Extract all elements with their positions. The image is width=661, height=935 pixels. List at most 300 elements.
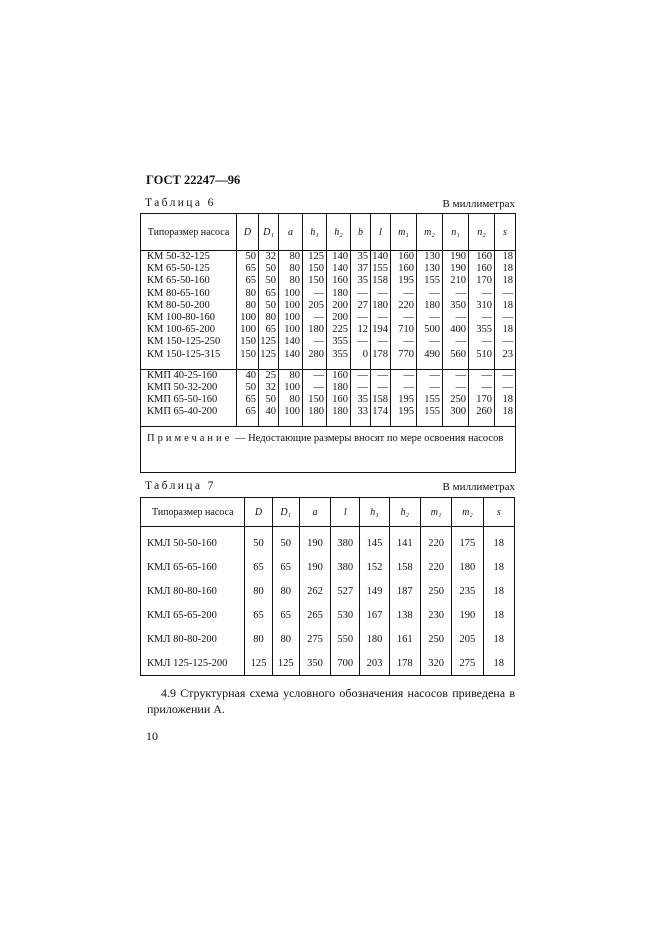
value-cell: 100 bbox=[279, 324, 303, 336]
table6-unit: В миллиметрах bbox=[442, 198, 515, 210]
value-cell: 180 bbox=[417, 300, 443, 312]
table6 bbox=[140, 213, 516, 473]
table6-header-cell: n₁ bbox=[443, 214, 469, 251]
value-cell: 50 bbox=[237, 382, 259, 394]
value-cell: 158 bbox=[389, 555, 420, 579]
value-cell: 65 bbox=[272, 603, 299, 627]
value-cell: 195 bbox=[391, 406, 417, 418]
note-text: — Недостающие размеры вносят по мере освоения насосов bbox=[232, 433, 504, 445]
value-cell: 50 bbox=[259, 263, 279, 275]
table7-header-row bbox=[141, 498, 515, 527]
value-cell: 65 bbox=[245, 555, 272, 579]
value-cell: 32 bbox=[259, 382, 279, 394]
value-cell: 50 bbox=[259, 394, 279, 406]
table-row bbox=[141, 369, 516, 382]
table7-header-cell: Типоразмер насоса bbox=[141, 498, 245, 527]
value-cell: 50 bbox=[259, 275, 279, 287]
value-cell: 180 bbox=[452, 555, 483, 579]
table7-header-cell: h₂ bbox=[389, 498, 420, 527]
value-cell: 12 bbox=[351, 324, 371, 336]
value-cell: 170 bbox=[469, 394, 495, 406]
table6-header-cell: l bbox=[371, 214, 391, 251]
spacer-cell bbox=[279, 418, 303, 427]
value-cell: 530 bbox=[331, 603, 360, 627]
value-cell: 125 bbox=[272, 651, 299, 676]
table7-header-cell: D₁ bbox=[272, 498, 299, 527]
table-row bbox=[141, 288, 516, 300]
value-cell: — bbox=[443, 336, 469, 348]
value-cell: 220 bbox=[420, 527, 451, 556]
value-cell: 140 bbox=[279, 336, 303, 348]
value-cell: 155 bbox=[417, 394, 443, 406]
value-cell: 275 bbox=[452, 651, 483, 676]
value-cell: 149 bbox=[360, 579, 389, 603]
value-cell: — bbox=[391, 382, 417, 394]
value-cell: 262 bbox=[299, 579, 330, 603]
table7-header-cell: s bbox=[483, 498, 514, 527]
table6-header-cell: s bbox=[495, 214, 516, 251]
table7 bbox=[140, 497, 515, 676]
table6-header-cell: Типоразмер насоса bbox=[141, 214, 237, 251]
value-cell: 250 bbox=[420, 627, 451, 651]
spacer-cell bbox=[391, 418, 417, 427]
pump-size-cell: КМП 65-50-160 bbox=[141, 394, 237, 406]
value-cell: 560 bbox=[443, 349, 469, 361]
value-cell: 0 bbox=[351, 349, 371, 361]
table-row bbox=[141, 651, 515, 676]
value-cell: 350 bbox=[443, 300, 469, 312]
paragraph-4-9: 4.9 Структурная схема условного обозначения насосов приведена в приложении А. bbox=[147, 686, 515, 716]
value-cell: 65 bbox=[259, 288, 279, 300]
pump-size-cell: КМ 65-50-160 bbox=[141, 275, 237, 287]
value-cell: 160 bbox=[327, 275, 351, 287]
value-cell: — bbox=[443, 312, 469, 324]
value-cell: 80 bbox=[245, 627, 272, 651]
table6-header-cell: b bbox=[351, 214, 371, 251]
pump-size-cell: КМ 80-65-160 bbox=[141, 288, 237, 300]
value-cell: — bbox=[469, 312, 495, 324]
table-row bbox=[141, 300, 516, 312]
value-cell: — bbox=[417, 288, 443, 300]
value-cell: — bbox=[391, 288, 417, 300]
value-cell: 65 bbox=[237, 394, 259, 406]
value-cell: 180 bbox=[371, 300, 391, 312]
value-cell: 160 bbox=[327, 394, 351, 406]
value-cell: 527 bbox=[331, 579, 360, 603]
value-cell: 100 bbox=[279, 288, 303, 300]
value-cell: 195 bbox=[391, 275, 417, 287]
value-cell: 490 bbox=[417, 349, 443, 361]
value-cell: 158 bbox=[371, 275, 391, 287]
value-cell: 150 bbox=[303, 394, 327, 406]
value-cell: 180 bbox=[327, 382, 351, 394]
table-row bbox=[141, 275, 516, 287]
value-cell: 37 bbox=[351, 263, 371, 275]
value-cell: — bbox=[371, 336, 391, 348]
value-cell: 203 bbox=[360, 651, 389, 676]
value-cell: 190 bbox=[299, 555, 330, 579]
value-cell: 18 bbox=[483, 627, 514, 651]
spacer-cell bbox=[303, 418, 327, 427]
value-cell: 160 bbox=[469, 251, 495, 264]
value-cell: 155 bbox=[417, 406, 443, 418]
table7-header-cell: m₂ bbox=[452, 498, 483, 527]
table6-group-km bbox=[141, 251, 516, 370]
table-row bbox=[141, 324, 516, 336]
table6-header-cell: D bbox=[237, 214, 259, 251]
value-cell: 160 bbox=[391, 251, 417, 264]
pump-size-cell: КМ 80-50-200 bbox=[141, 300, 237, 312]
value-cell: — bbox=[303, 382, 327, 394]
table6-header-cell: D₁ bbox=[259, 214, 279, 251]
value-cell: 187 bbox=[389, 579, 420, 603]
value-cell: 80 bbox=[279, 369, 303, 382]
value-cell: 161 bbox=[389, 627, 420, 651]
value-cell: 80 bbox=[279, 251, 303, 264]
value-cell: 35 bbox=[351, 394, 371, 406]
value-cell: 50 bbox=[272, 527, 299, 556]
value-cell: — bbox=[495, 382, 516, 394]
spacer-cell bbox=[279, 361, 303, 370]
value-cell: — bbox=[303, 336, 327, 348]
value-cell: 50 bbox=[259, 300, 279, 312]
spacer-cell bbox=[259, 361, 279, 370]
spacer-cell bbox=[259, 418, 279, 427]
value-cell: 710 bbox=[391, 324, 417, 336]
value-cell: 380 bbox=[331, 555, 360, 579]
value-cell: 125 bbox=[259, 349, 279, 361]
table6-caption: Таблица 6 bbox=[145, 197, 216, 209]
value-cell: — bbox=[469, 382, 495, 394]
value-cell: 65 bbox=[237, 263, 259, 275]
value-cell: 27 bbox=[351, 300, 371, 312]
value-cell: — bbox=[391, 369, 417, 382]
value-cell: 160 bbox=[391, 263, 417, 275]
table-row bbox=[141, 527, 515, 556]
value-cell: 80 bbox=[237, 288, 259, 300]
table6-header-cell: h₂ bbox=[327, 214, 351, 251]
table-row bbox=[141, 406, 516, 418]
value-cell: — bbox=[495, 336, 516, 348]
value-cell: — bbox=[303, 288, 327, 300]
value-cell: 250 bbox=[420, 579, 451, 603]
value-cell: 18 bbox=[495, 324, 516, 336]
value-cell: 40 bbox=[259, 406, 279, 418]
value-cell: 32 bbox=[259, 251, 279, 264]
value-cell: — bbox=[391, 312, 417, 324]
value-cell: 195 bbox=[391, 394, 417, 406]
value-cell: 50 bbox=[237, 251, 259, 264]
value-cell: 380 bbox=[331, 527, 360, 556]
table-row bbox=[141, 382, 516, 394]
spacer-cell bbox=[351, 418, 371, 427]
value-cell: 23 bbox=[495, 349, 516, 361]
value-cell: 194 bbox=[371, 324, 391, 336]
value-cell: 200 bbox=[327, 300, 351, 312]
value-cell: — bbox=[351, 336, 371, 348]
value-cell: 18 bbox=[495, 406, 516, 418]
pump-size-cell: КМП 50-32-200 bbox=[141, 382, 237, 394]
value-cell: 100 bbox=[237, 324, 259, 336]
value-cell: 205 bbox=[452, 627, 483, 651]
pump-size-cell: КМ 50-32-125 bbox=[141, 251, 237, 264]
value-cell: 80 bbox=[272, 627, 299, 651]
value-cell: 770 bbox=[391, 349, 417, 361]
value-cell: 25 bbox=[259, 369, 279, 382]
spacer-cell bbox=[495, 361, 516, 370]
spacer-cell bbox=[327, 361, 351, 370]
value-cell: — bbox=[417, 382, 443, 394]
value-cell: 300 bbox=[443, 406, 469, 418]
value-cell: 280 bbox=[303, 349, 327, 361]
spacer-cell bbox=[417, 361, 443, 370]
value-cell: 190 bbox=[299, 527, 330, 556]
table-row bbox=[141, 555, 515, 579]
value-cell: 158 bbox=[371, 394, 391, 406]
pump-size-cell: КМ 150-125-315 bbox=[141, 349, 237, 361]
spacer-cell bbox=[391, 361, 417, 370]
value-cell: — bbox=[371, 288, 391, 300]
value-cell: 80 bbox=[272, 579, 299, 603]
spacer-cell bbox=[443, 361, 469, 370]
value-cell: 155 bbox=[371, 263, 391, 275]
value-cell: 180 bbox=[327, 406, 351, 418]
value-cell: 65 bbox=[237, 406, 259, 418]
value-cell: 230 bbox=[420, 603, 451, 627]
value-cell: 210 bbox=[443, 275, 469, 287]
value-cell: — bbox=[391, 336, 417, 348]
value-cell: 145 bbox=[360, 527, 389, 556]
value-cell: 140 bbox=[327, 251, 351, 264]
value-cell: 700 bbox=[331, 651, 360, 676]
pump-size-cell: КМ 100-80-160 bbox=[141, 312, 237, 324]
table7-header-cell: h₁ bbox=[360, 498, 389, 527]
spacer-cell bbox=[469, 418, 495, 427]
value-cell: 260 bbox=[469, 406, 495, 418]
spacer-cell bbox=[371, 361, 391, 370]
spacer-cell bbox=[237, 418, 259, 427]
value-cell: — bbox=[303, 369, 327, 382]
value-cell: 65 bbox=[245, 603, 272, 627]
value-cell: 65 bbox=[272, 555, 299, 579]
spacer-cell bbox=[417, 418, 443, 427]
value-cell: 100 bbox=[279, 312, 303, 324]
value-cell: — bbox=[469, 369, 495, 382]
value-cell: — bbox=[371, 382, 391, 394]
value-cell: 225 bbox=[327, 324, 351, 336]
value-cell: — bbox=[371, 369, 391, 382]
value-cell: 35 bbox=[351, 275, 371, 287]
table7-header-cell: D bbox=[245, 498, 272, 527]
value-cell: — bbox=[417, 336, 443, 348]
value-cell: 355 bbox=[327, 349, 351, 361]
spacer-cell bbox=[351, 361, 371, 370]
value-cell: 175 bbox=[452, 527, 483, 556]
value-cell: 180 bbox=[303, 406, 327, 418]
value-cell: 400 bbox=[443, 324, 469, 336]
table6-header-cell: n₂ bbox=[469, 214, 495, 251]
value-cell: 275 bbox=[299, 627, 330, 651]
table-row bbox=[141, 579, 515, 603]
value-cell: 160 bbox=[327, 369, 351, 382]
table-row bbox=[141, 251, 516, 264]
document-code: ГОСТ 22247—96 bbox=[146, 173, 241, 187]
value-cell: 125 bbox=[303, 251, 327, 264]
table6-header-cell: m₁ bbox=[391, 214, 417, 251]
value-cell: 35 bbox=[351, 251, 371, 264]
value-cell: 550 bbox=[331, 627, 360, 651]
value-cell: 170 bbox=[469, 275, 495, 287]
table7-body bbox=[141, 527, 515, 676]
value-cell: 220 bbox=[420, 555, 451, 579]
spacer-cell bbox=[141, 361, 237, 370]
value-cell: 220 bbox=[391, 300, 417, 312]
value-cell: 150 bbox=[303, 263, 327, 275]
value-cell: 235 bbox=[452, 579, 483, 603]
spacer-cell bbox=[141, 418, 237, 427]
value-cell: 205 bbox=[303, 300, 327, 312]
value-cell: 18 bbox=[495, 251, 516, 264]
value-cell: 180 bbox=[360, 627, 389, 651]
value-cell: 155 bbox=[417, 275, 443, 287]
pump-size-cell: КМЛ 50-50-160 bbox=[141, 527, 245, 556]
value-cell: — bbox=[417, 369, 443, 382]
value-cell: 355 bbox=[327, 336, 351, 348]
value-cell: 80 bbox=[245, 579, 272, 603]
table6-header-cell: a bbox=[279, 214, 303, 251]
pump-size-cell: КМ 150-125-250 bbox=[141, 336, 237, 348]
value-cell: 140 bbox=[279, 349, 303, 361]
value-cell: 265 bbox=[299, 603, 330, 627]
value-cell: 190 bbox=[443, 251, 469, 264]
value-cell: 190 bbox=[443, 263, 469, 275]
value-cell: 80 bbox=[279, 394, 303, 406]
value-cell: 130 bbox=[417, 263, 443, 275]
value-cell: 80 bbox=[279, 275, 303, 287]
value-cell: 50 bbox=[245, 527, 272, 556]
value-cell: 100 bbox=[279, 406, 303, 418]
value-cell: 100 bbox=[279, 300, 303, 312]
spacer-cell bbox=[371, 418, 391, 427]
value-cell: 130 bbox=[417, 251, 443, 264]
value-cell: — bbox=[417, 312, 443, 324]
value-cell: 140 bbox=[371, 251, 391, 264]
value-cell: 250 bbox=[443, 394, 469, 406]
value-cell: — bbox=[495, 369, 516, 382]
value-cell: — bbox=[371, 312, 391, 324]
value-cell: — bbox=[443, 369, 469, 382]
table6-header-row bbox=[141, 214, 516, 251]
pump-size-cell: КМЛ 65-65-160 bbox=[141, 555, 245, 579]
value-cell: — bbox=[303, 312, 327, 324]
value-cell: 190 bbox=[452, 603, 483, 627]
value-cell: 18 bbox=[495, 275, 516, 287]
value-cell: 180 bbox=[327, 288, 351, 300]
spacer-cell bbox=[443, 418, 469, 427]
spacer-cell bbox=[303, 361, 327, 370]
value-cell: 180 bbox=[303, 324, 327, 336]
value-cell: 320 bbox=[420, 651, 451, 676]
value-cell: 40 bbox=[237, 369, 259, 382]
pump-size-cell: КМП 40-25-160 bbox=[141, 369, 237, 382]
value-cell: 140 bbox=[327, 263, 351, 275]
value-cell: 18 bbox=[483, 603, 514, 627]
spacer-row bbox=[141, 418, 516, 427]
value-cell: 174 bbox=[371, 406, 391, 418]
spacer-cell bbox=[495, 418, 516, 427]
table6-header-cell: h₁ bbox=[303, 214, 327, 251]
pump-size-cell: КМЛ 125-125-200 bbox=[141, 651, 245, 676]
pump-size-cell: КМ 65-50-125 bbox=[141, 263, 237, 275]
value-cell: 80 bbox=[259, 312, 279, 324]
table7-header-cell: l bbox=[331, 498, 360, 527]
value-cell: 18 bbox=[495, 394, 516, 406]
table7-header-cell: m₁ bbox=[420, 498, 451, 527]
table6-note bbox=[141, 427, 516, 473]
table7-unit: В миллиметрах bbox=[442, 481, 515, 493]
table-row bbox=[141, 336, 516, 348]
value-cell: — bbox=[351, 369, 371, 382]
value-cell: 18 bbox=[483, 579, 514, 603]
value-cell: 18 bbox=[495, 300, 516, 312]
value-cell: 150 bbox=[303, 275, 327, 287]
page-number: 10 bbox=[146, 729, 158, 743]
value-cell: 18 bbox=[483, 527, 514, 556]
value-cell: 100 bbox=[237, 312, 259, 324]
value-cell: 18 bbox=[483, 555, 514, 579]
table-row bbox=[141, 603, 515, 627]
value-cell: 100 bbox=[279, 382, 303, 394]
value-cell: 500 bbox=[417, 324, 443, 336]
value-cell: 200 bbox=[327, 312, 351, 324]
note-label: Примечание bbox=[147, 433, 233, 445]
table6-group-kmp bbox=[141, 369, 516, 427]
value-cell: 18 bbox=[483, 651, 514, 676]
value-cell: 178 bbox=[371, 349, 391, 361]
table-row bbox=[141, 312, 516, 324]
value-cell: 150 bbox=[237, 349, 259, 361]
spacer-cell bbox=[237, 361, 259, 370]
value-cell: 152 bbox=[360, 555, 389, 579]
value-cell: 141 bbox=[389, 527, 420, 556]
value-cell: 80 bbox=[237, 300, 259, 312]
table7-header-cell: a bbox=[299, 498, 330, 527]
pump-size-cell: КМЛ 65-65-200 bbox=[141, 603, 245, 627]
pump-size-cell: КМ 100-65-200 bbox=[141, 324, 237, 336]
value-cell: 65 bbox=[259, 324, 279, 336]
value-cell: 160 bbox=[469, 263, 495, 275]
spacer-cell bbox=[469, 361, 495, 370]
table-row bbox=[141, 263, 516, 275]
value-cell: 510 bbox=[469, 349, 495, 361]
value-cell: 18 bbox=[495, 263, 516, 275]
spacer-row bbox=[141, 361, 516, 370]
value-cell: 138 bbox=[389, 603, 420, 627]
value-cell: — bbox=[443, 382, 469, 394]
value-cell: — bbox=[469, 288, 495, 300]
value-cell: — bbox=[495, 312, 516, 324]
value-cell: 80 bbox=[279, 263, 303, 275]
spacer-cell bbox=[327, 418, 351, 427]
value-cell: — bbox=[443, 288, 469, 300]
table-row bbox=[141, 627, 515, 651]
value-cell: 310 bbox=[469, 300, 495, 312]
value-cell: 167 bbox=[360, 603, 389, 627]
pump-size-cell: КМЛ 80-80-160 bbox=[141, 579, 245, 603]
value-cell: 125 bbox=[245, 651, 272, 676]
value-cell: 355 bbox=[469, 324, 495, 336]
table6-header-cell: m₂ bbox=[417, 214, 443, 251]
